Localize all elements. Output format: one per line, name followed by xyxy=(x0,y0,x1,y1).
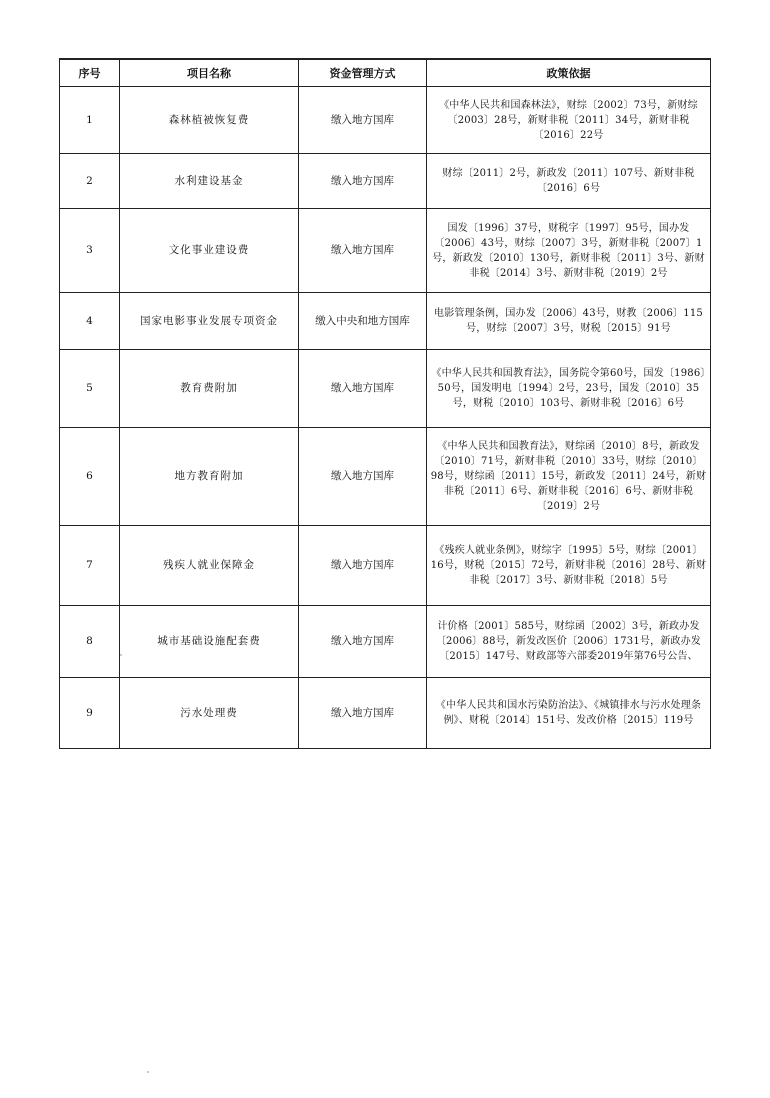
row-name: 文化事业建设费 xyxy=(120,209,299,293)
table-row xyxy=(60,678,711,749)
row-management: 缴入地方国库 xyxy=(299,87,427,154)
row-management: 缴入地方国库 xyxy=(299,526,427,606)
row-name: 污水处理费 xyxy=(120,678,299,749)
row-index: 8 xyxy=(60,606,120,678)
row-basis: 计价格〔2001〕585号，财综函〔2002〕3号，新政办发〔2006〕88号，新发改医价〔2006〕1731号，新政办发〔2015〕147号、财政部等六部委2019年第76号公告、 xyxy=(427,606,711,678)
row-name: 国家电影事业发展专项资金 xyxy=(120,293,299,350)
row-management: 缴入地方国库 xyxy=(299,209,427,293)
row-name: 城市基础设施配套费 xyxy=(120,606,299,678)
row-management: 缴入地方国库 xyxy=(299,606,427,678)
row-index: 6 xyxy=(60,428,120,526)
table-row xyxy=(60,350,711,428)
row-basis: 财综〔2011〕2号，新政发〔2011〕107号、新财非税〔2016〕6号 xyxy=(427,154,711,209)
row-basis: 国发〔1996〕37号，财税字〔1997〕95号，国办发〔2006〕43号，财综〔2007〕3号，新财非税〔2007〕1号，新政发〔2010〕130号，新财非税〔2011〕3号、新财非税〔2014〕3号、新财非税〔2019〕2号 xyxy=(427,209,711,293)
table-row xyxy=(60,154,711,209)
row-name: 教育费附加 xyxy=(120,350,299,428)
table-row xyxy=(60,87,711,154)
header-name: 项目名称 xyxy=(120,59,299,87)
table-row xyxy=(60,428,711,526)
row-management: 缴入中央和地方国库 xyxy=(299,293,427,350)
row-basis: 《残疾人就业条例》，财综字〔1995〕5号，财综〔2001〕16号，财税〔2015〕72号，新财非税〔2016〕28号、新财非税〔2017〕3号、新财非税〔2018〕5号 xyxy=(427,526,711,606)
header-management: 资金管理方式 xyxy=(299,59,427,87)
row-basis: 《中华人民共和国水污染防治法》、《城镇排水与污水处理条例》、财税〔2014〕151号、发改价格〔2015〕119号 xyxy=(427,678,711,749)
row-index: 3 xyxy=(60,209,120,293)
row-basis: 《中华人民共和国森林法》，财综〔2002〕73号，新财综〔2003〕28号，新财非税〔2011〕34号，新财非税〔2016〕22号 xyxy=(427,87,711,154)
row-index: 7 xyxy=(60,526,120,606)
scan-speck xyxy=(147,1071,149,1073)
row-basis: 电影管理条例，国办发〔2006〕43号，财教〔2006〕115号，财综〔2007〕3号，财税〔2015〕91号 xyxy=(427,293,711,350)
row-index: 9 xyxy=(60,678,120,749)
row-management: 缴入地方国库 xyxy=(299,678,427,749)
header-basis: 政策依据 xyxy=(427,59,711,87)
row-basis: 《中华人民共和国教育法》，财综函〔2010〕8号，新政发〔2010〕71号，新财非税〔2010〕33号，财综〔2010〕98号，财综函〔2011〕15号，新政发〔2011〕24号，新财非税〔2011〕6号、新财非税〔2016〕6号、新财非税〔2019〕2号 xyxy=(427,428,711,526)
table-row xyxy=(60,606,711,678)
fee-policy-table xyxy=(59,58,711,749)
row-name: 地方教育附加 xyxy=(120,428,299,526)
row-management: 缴入地方国库 xyxy=(299,350,427,428)
row-index: 5 xyxy=(60,350,120,428)
row-basis: 《中华人民共和国教育法》，国务院令第60号，国发〔1986〕50号，国发明电〔1994〕2号，23号，国发〔2010〕35号，财税〔2010〕103号、新财非税〔2016〕6号 xyxy=(427,350,711,428)
row-index: 4 xyxy=(60,293,120,350)
row-management: 缴入地方国库 xyxy=(299,154,427,209)
row-management: 缴入地方国库 xyxy=(299,428,427,526)
table-row xyxy=(60,526,711,606)
row-index: 1 xyxy=(60,87,120,154)
row-index: 2 xyxy=(60,154,120,209)
row-name: 森林植被恢复费 xyxy=(120,87,299,154)
scan-speck xyxy=(120,654,122,656)
table-header-row xyxy=(60,59,711,87)
table-row xyxy=(60,209,711,293)
row-name: 残疾人就业保障金 xyxy=(120,526,299,606)
table-row xyxy=(60,293,711,350)
row-name: 水利建设基金 xyxy=(120,154,299,209)
header-index: 序号 xyxy=(60,59,120,87)
